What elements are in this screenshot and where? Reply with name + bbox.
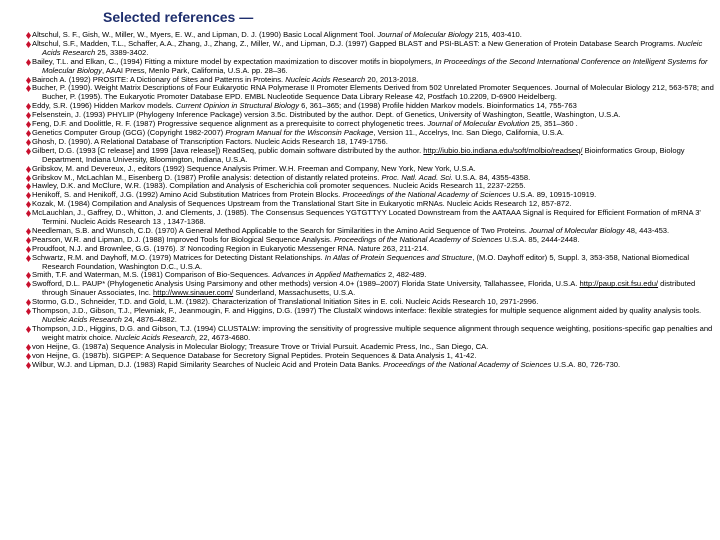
reference-text: Bucher, P. (1990). Weight Matrix Descriptions of Four Eukaryotic RNA Polymerase II Promoter Elements Derived from 502 Unrelated Promoter Sequences. Journal of Molecular Biology 212, 563-578; and Bucher, P. (1995). The Eukaryotic Promoter Database EPD. EMBL Nucleotide Sequence Data Library Release 42, Postfach 10.2209, D-6900 Heidelberg. — [32, 83, 714, 102]
reference-source: Nucleic Acids Research — [115, 332, 195, 342]
reference-source: Current Opinion in Structural Biology — [175, 101, 300, 111]
reference-text: distributed through Sinauer Associates, Inc. — [42, 279, 696, 298]
reference-source: Proceedings of the National Academy of Sciences — [334, 234, 503, 244]
reference-text: Gilbert, D.G. (1993 [C release] and 1999 [Java release]) ReadSeq, public domain software distributed by the author. — [32, 145, 424, 155]
reference-text: Henikoff, S. and Henikoff, J.G. (1992) Amino Acid Substitution Matrices from Protein Blocks. — [32, 190, 343, 200]
reference-text: Altschul, S.F., Madden, T.L., Schaffer, A.A., Zhang, J., Zhang, Z., Miller, W., and Lipman, D.J. (1997) Gapped BLAST and PSI-BLAST: a New Generation of Protein Database Search Programs. — [32, 38, 678, 48]
reference-text: , (M.O. Dayhoff editor) 5, Suppl. 3, 353-358, National Biomedical Research Foundation, Washington D.C., U.S.A. — [42, 252, 690, 271]
reference-text: Hawley, D.K. and McClure, W.R. (1983). Compilation and Analysis of Escherichia coli promoter sequences. Nucleic Acids Research 11, 2237-2255. — [32, 181, 526, 191]
reference-item — [30, 58, 714, 76]
reference-source: Journal of Molecular Evolution — [427, 119, 530, 129]
bullet-icon — [26, 201, 31, 208]
reference-item — [30, 325, 714, 343]
slide-title: Selected references — — [103, 9, 254, 25]
reference-link[interactable]: http://www.sinauer.com/ — [153, 288, 234, 298]
reference-text: Stormo, G.D., Schneider, T.D. and Gold, L.M. (1982). Characterization of Translational Initiation Sites in E. coli. Nucleic Acids Research 10, 2971-2996. — [32, 297, 539, 307]
bullet-icon — [26, 255, 31, 262]
bullet-icon — [26, 362, 31, 369]
reference-text: Felsenstein, J. (1993) PHYLIP (Phylogeny Inference Package) version 3.5c. Distributed by the author. Dept. of Genetics, University of Washington, Seattle, Washington, U.S.A. — [32, 110, 621, 120]
reference-source: Nucleic Acids Research — [285, 74, 366, 84]
reference-source: Nucleic Acids Research — [42, 315, 122, 324]
reference-item — [30, 84, 714, 102]
reference-text: Sunderland, Massachusetts, U.S.A. — [233, 288, 356, 298]
bullet-icon — [26, 326, 31, 333]
reference-text: von Heijne, G. (1987a) Sequence Analysis in Molecular Biology; Treasure Trove or Trivial Pursuit. Academic Press, Inc., San Diego, CA. — [32, 341, 489, 351]
reference-text: Pearson, W.R. and Lipman, D.J. (1988) Improved Tools for Biological Sequence Analysis. — [32, 234, 335, 244]
reference-text: McLauchlan, J., Gaffrey, D., Whitton, J. and Clements, J. (1985). The Consensus Sequences YGTGTTYY Located Downstream from the AATAAA Signal is Required for Efficient Formation of mRNA 3' Termini. Nucleic Acids Research 13 , 1347-1368. — [32, 208, 701, 227]
reference-text: Thompson, J.D., Higgins, D.G. and Gibson, T.J. (1994) CLUSTALW: improving the sensitivity of progressive multiple sequence alignment through sequence weighting, positions-specific gap penalties and weight matrix choice. — [32, 323, 713, 342]
bullet-icon — [26, 112, 31, 119]
reference-source: In Atlas of Protein Sequences and Structure — [324, 252, 473, 262]
reference-text: Ghosh, D. (1990). A Relational Database of Transcription Factors. Nucleic Acids Research 18, 1749-1756. — [32, 136, 388, 146]
reference-item — [30, 307, 714, 325]
reference-source: Program Manual for the Wisconsin Package — [225, 127, 374, 137]
reference-list — [30, 31, 714, 369]
reference-text: , Version 11., Accelrys, Inc. San Diego, California, U.S.A. — [373, 127, 565, 137]
reference-text: 6, 361–365; and (1998) Profile hidden Markov models. Bioinformatics 14, 755-763 — [299, 101, 577, 111]
reference-text: U.S.A. 85, 2444-2448. — [502, 234, 580, 244]
bullet-icon — [26, 308, 31, 315]
reference-source: Proceedings of the National Academy of Sciences — [383, 359, 552, 369]
bullet-icon — [26, 272, 31, 279]
reference-text: Kozak, M. (1984) Compilation and Analysis of Sequences Upstream from the Translational Start Site in Eukaryotic mRNAs. Nucleic Acids Research 12, 857-872. — [32, 199, 572, 209]
reference-source: Proceedings of the National Academy of Sciences — [342, 190, 511, 200]
reference-source: In Proceedings of the Second International Conference on Intelligent Systems for Molecular Biology — [42, 56, 708, 75]
reference-source: Advances in Applied Mathematics — [272, 270, 386, 280]
bullet-icon — [26, 121, 31, 128]
bullet-icon — [26, 103, 31, 110]
bullet-icon — [26, 246, 31, 253]
reference-text: U.S.A. 89, 10915-10919. — [510, 190, 597, 200]
reference-item — [30, 361, 714, 370]
bullet-icon — [26, 85, 31, 92]
reference-text: Feng, D.F. and Doolittle, R. F. (1987) Progressive sequence alignment as a prerequisite to correct phylogenetic trees. — [32, 119, 428, 129]
reference-source: Journal of Molecular Biology — [528, 225, 625, 235]
reference-text: Swofford, D.L. PAUP* (Phylogenetic Analysis Using Parsimony and other methods) version 4.0+ (1989–2007) Florida State University, Tallahassee, Florida, U.S.A. — [32, 279, 580, 289]
reference-text: , AAAI Press, Menlo Park, California, U.S.A. pp. 28–36. — [101, 65, 288, 75]
bullet-icon — [26, 148, 31, 155]
bullet-icon — [26, 299, 31, 306]
reference-text: Smith, T.F. and Waterman, M.S. (1981) Comparison of Bio-Sequences. — [32, 270, 273, 280]
reference-text: Thompson, J.D., Gibson, T.J., Plewniak, F., Jeanmougin, F. and Higgins, D.G. (1997) The ClustalX windows interface: flexible strategies for multiple sequence alignment aided by quality analysis tools. — [32, 306, 702, 316]
reference-item — [30, 280, 714, 298]
reference-text: von Heijne, G. (1987b). SIGPEP: A Sequence Database for Secretory Signal Peptides. Protein Sequences & Data Analysis 1, 41-42. — [32, 350, 477, 360]
bullet-icon — [26, 59, 31, 66]
reference-text: Altschul, S. F., Gish, W., Miller, W., Myers, E. W., and Lipman, D. J. (1990) Basic Local Alignment Tool. — [32, 30, 378, 39]
bullet-icon — [26, 237, 31, 244]
bullet-icon — [26, 32, 31, 39]
bullet-icon — [26, 166, 31, 173]
reference-text: Bailey, T.L. and Elkan, C., (1994) Fitting a mixture model by expectation maximization to discover motifs in biopolymers, — [32, 56, 436, 66]
bullet-icon — [26, 175, 31, 182]
reference-text: Genetics Computer Group (GCG) (Copyright 1982-2007) — [32, 127, 226, 137]
reference-link[interactable]: http://iubio.bio.indiana.edu/soft/molbio/readseq/ — [423, 145, 583, 155]
bullet-icon — [26, 353, 31, 360]
bullet-icon — [26, 77, 31, 84]
bullet-icon — [26, 183, 31, 190]
bullet-icon — [26, 130, 31, 137]
reference-text: Needleman, S.B. and Wunsch, C.D. (1970) A General Method Applicable to the Search for Similarities in the Amino Acid Sequence of Two Proteins. — [32, 225, 529, 235]
reference-source: Nucleic Acids Research — [42, 38, 703, 57]
reference-text: Bairoch A. (1992) PROSITE: A Dictionary of Sites and Patterns in Proteins. — [32, 74, 286, 84]
reference-text: , 22, 4673-4680. — [194, 332, 251, 342]
reference-text: Proudfoot, N.J. and Brownlee, G.G. (1976). 3' Noncoding Region in Eukaryotic Messenger RNA. Nature 263, 211-214. — [32, 243, 429, 253]
reference-text: 215, 403-410. — [472, 30, 522, 39]
reference-text: Gribskov, M. and Devereux, J., editors (1992) Sequence Analysis Primer. W.H. Freeman and Company, New York, New York, U.S.A. — [32, 163, 476, 173]
bullet-icon — [26, 192, 31, 199]
bullet-icon — [26, 139, 31, 146]
reference-text: Gribskov M., McLachlan M., Eisenberg D. (1987) Profile analysis: detection of distantly related proteins. — [32, 172, 382, 182]
reference-text: 24, 4876–4882. — [121, 315, 177, 324]
reference-text: 2, 482-489. — [385, 270, 427, 280]
reference-link[interactable]: http://paup.csit.fsu.edu/ — [579, 279, 659, 289]
bullet-icon — [26, 228, 31, 235]
reference-text: 25, 351–360 . — [529, 119, 578, 129]
reference-item — [30, 40, 714, 58]
bullet-icon — [26, 344, 31, 351]
bullet-icon — [26, 210, 31, 217]
reference-item — [30, 147, 714, 165]
reference-text: 25, 3389-3402. — [95, 47, 149, 57]
reference-text: Eddy, S.R. (1996) Hidden Markov models. — [32, 101, 176, 111]
reference-item — [30, 254, 714, 272]
reference-item — [30, 209, 714, 227]
reference-text: 48, 443-453. — [624, 225, 670, 235]
reference-text: U.S.A. 84, 4355-4358. — [452, 172, 531, 182]
reference-text: Bioinformatics Group, Biology Department, Indiana University, Bloomington, Indiana, U.S.A. — [42, 145, 685, 164]
reference-text: 20, 2013-2018. — [365, 74, 419, 84]
reference-text: Wilbur, W.J. and Lipman, D.J. (1983) Rapid Similarity Searches of Nucleic Acid and Protein Data Banks. — [32, 359, 384, 369]
reference-text: U.S.A. 80, 726-730. — [551, 359, 621, 369]
bullet-icon — [26, 41, 31, 48]
bullet-icon — [26, 281, 31, 288]
reference-text: Schwartz, R.M. and Dayhoff, M.O. (1979) Matrices for Detecting Distant Relationships. — [32, 252, 325, 262]
reference-source: Journal of Molecular Biology — [377, 30, 473, 39]
reference-source: Proc. Natl. Acad. Sci. — [381, 172, 453, 182]
